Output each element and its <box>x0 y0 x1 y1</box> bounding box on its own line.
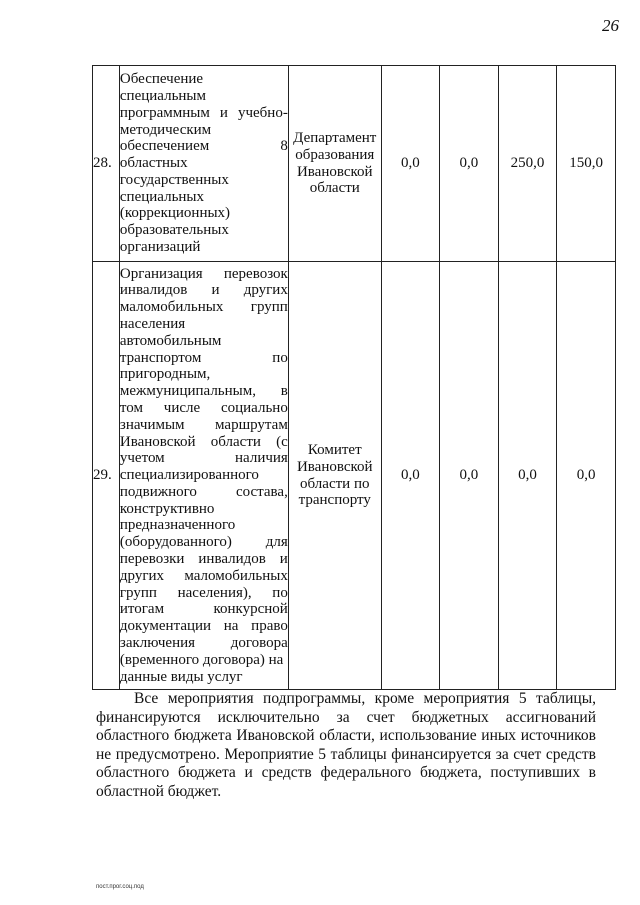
value-cell: 0,0 <box>381 66 439 262</box>
description-line: автомобильным <box>119 332 222 349</box>
description-line: образовательных <box>119 222 229 239</box>
description-line: Обеспечение <box>119 71 204 88</box>
description-line: государственных <box>119 171 229 188</box>
row-number: 28. <box>93 66 120 262</box>
description-line: подвижного состава, <box>119 483 288 500</box>
description-line: (оборудованного) для <box>119 534 288 551</box>
value-cell: 0,0 <box>557 262 616 690</box>
measures-table <box>92 65 616 690</box>
responsible-department: Департамент образования Ивановской области <box>288 66 381 262</box>
responsible-department: Комитет Ивановской области по транспорту <box>288 262 381 690</box>
description-line: заключения договора <box>119 635 288 652</box>
description-line: конструктивно <box>119 500 215 517</box>
table-row <box>93 66 616 262</box>
description-line: том числе социально <box>119 399 288 416</box>
description-line: значимым маршрутам <box>119 416 288 433</box>
description-line: специальным <box>119 87 207 104</box>
description-line: областных <box>119 155 188 172</box>
measure-description <box>119 66 288 262</box>
description-line: специализированного <box>119 467 259 484</box>
description-line: (коррекционных) <box>119 205 231 222</box>
description-line: предназначенного <box>119 517 236 534</box>
value-cell: 0,0 <box>440 66 498 262</box>
financing-paragraph: Все мероприятия подпрограммы, кроме мероприятия 5 таблицы, финансируются исключительно за счет бюджетных ассигнований областного бюджета Ивановской области, использование иных источников не предусмотрено. Мероприятие 5 таблицы финансируется за счет средств областного бюджета и средств федерального бюджета, поступивших в областной бюджет. <box>96 690 596 800</box>
description-line: документации на право <box>119 618 288 635</box>
value-cell: 0,0 <box>498 262 557 690</box>
description-line: итогам конкурсной <box>119 601 288 618</box>
row-number: 29. <box>93 262 120 690</box>
description-line: перевозки инвалидов и <box>119 551 288 568</box>
description-line: маломобильных групп <box>119 299 288 316</box>
measure-description <box>119 262 288 690</box>
description-line: организаций <box>119 239 201 256</box>
value-cell: 0,0 <box>440 262 498 690</box>
description-line: межмуниципальным, в <box>119 383 288 400</box>
description-line: обеспечением 8 <box>119 138 288 155</box>
description-line: программным и учебно- <box>119 104 288 121</box>
description-line: методическим <box>119 121 212 138</box>
description-line: населения <box>119 315 186 332</box>
value-cell: 0,0 <box>381 262 439 690</box>
description-line: Ивановской области (с <box>119 433 288 450</box>
value-cell: 150,0 <box>557 66 616 262</box>
description-line: специальных <box>119 188 205 205</box>
description-line: данные виды услуг <box>119 668 243 685</box>
footer-file-label: пост.прог.соц.под <box>96 884 144 890</box>
description-line: (временного договора) на <box>119 651 284 668</box>
value-cell: 250,0 <box>498 66 557 262</box>
page-number: 26 <box>602 16 619 35</box>
description-line: учетом наличия <box>119 450 288 467</box>
description-line: транспортом по <box>119 349 288 366</box>
description-line: пригородным, <box>119 366 211 383</box>
table-row <box>93 262 616 690</box>
description-line: Организация перевозок <box>119 265 288 282</box>
description-line: других маломобильных <box>119 567 288 584</box>
description-line: инвалидов и других <box>119 282 288 299</box>
description-line: групп населения), по <box>119 584 288 601</box>
